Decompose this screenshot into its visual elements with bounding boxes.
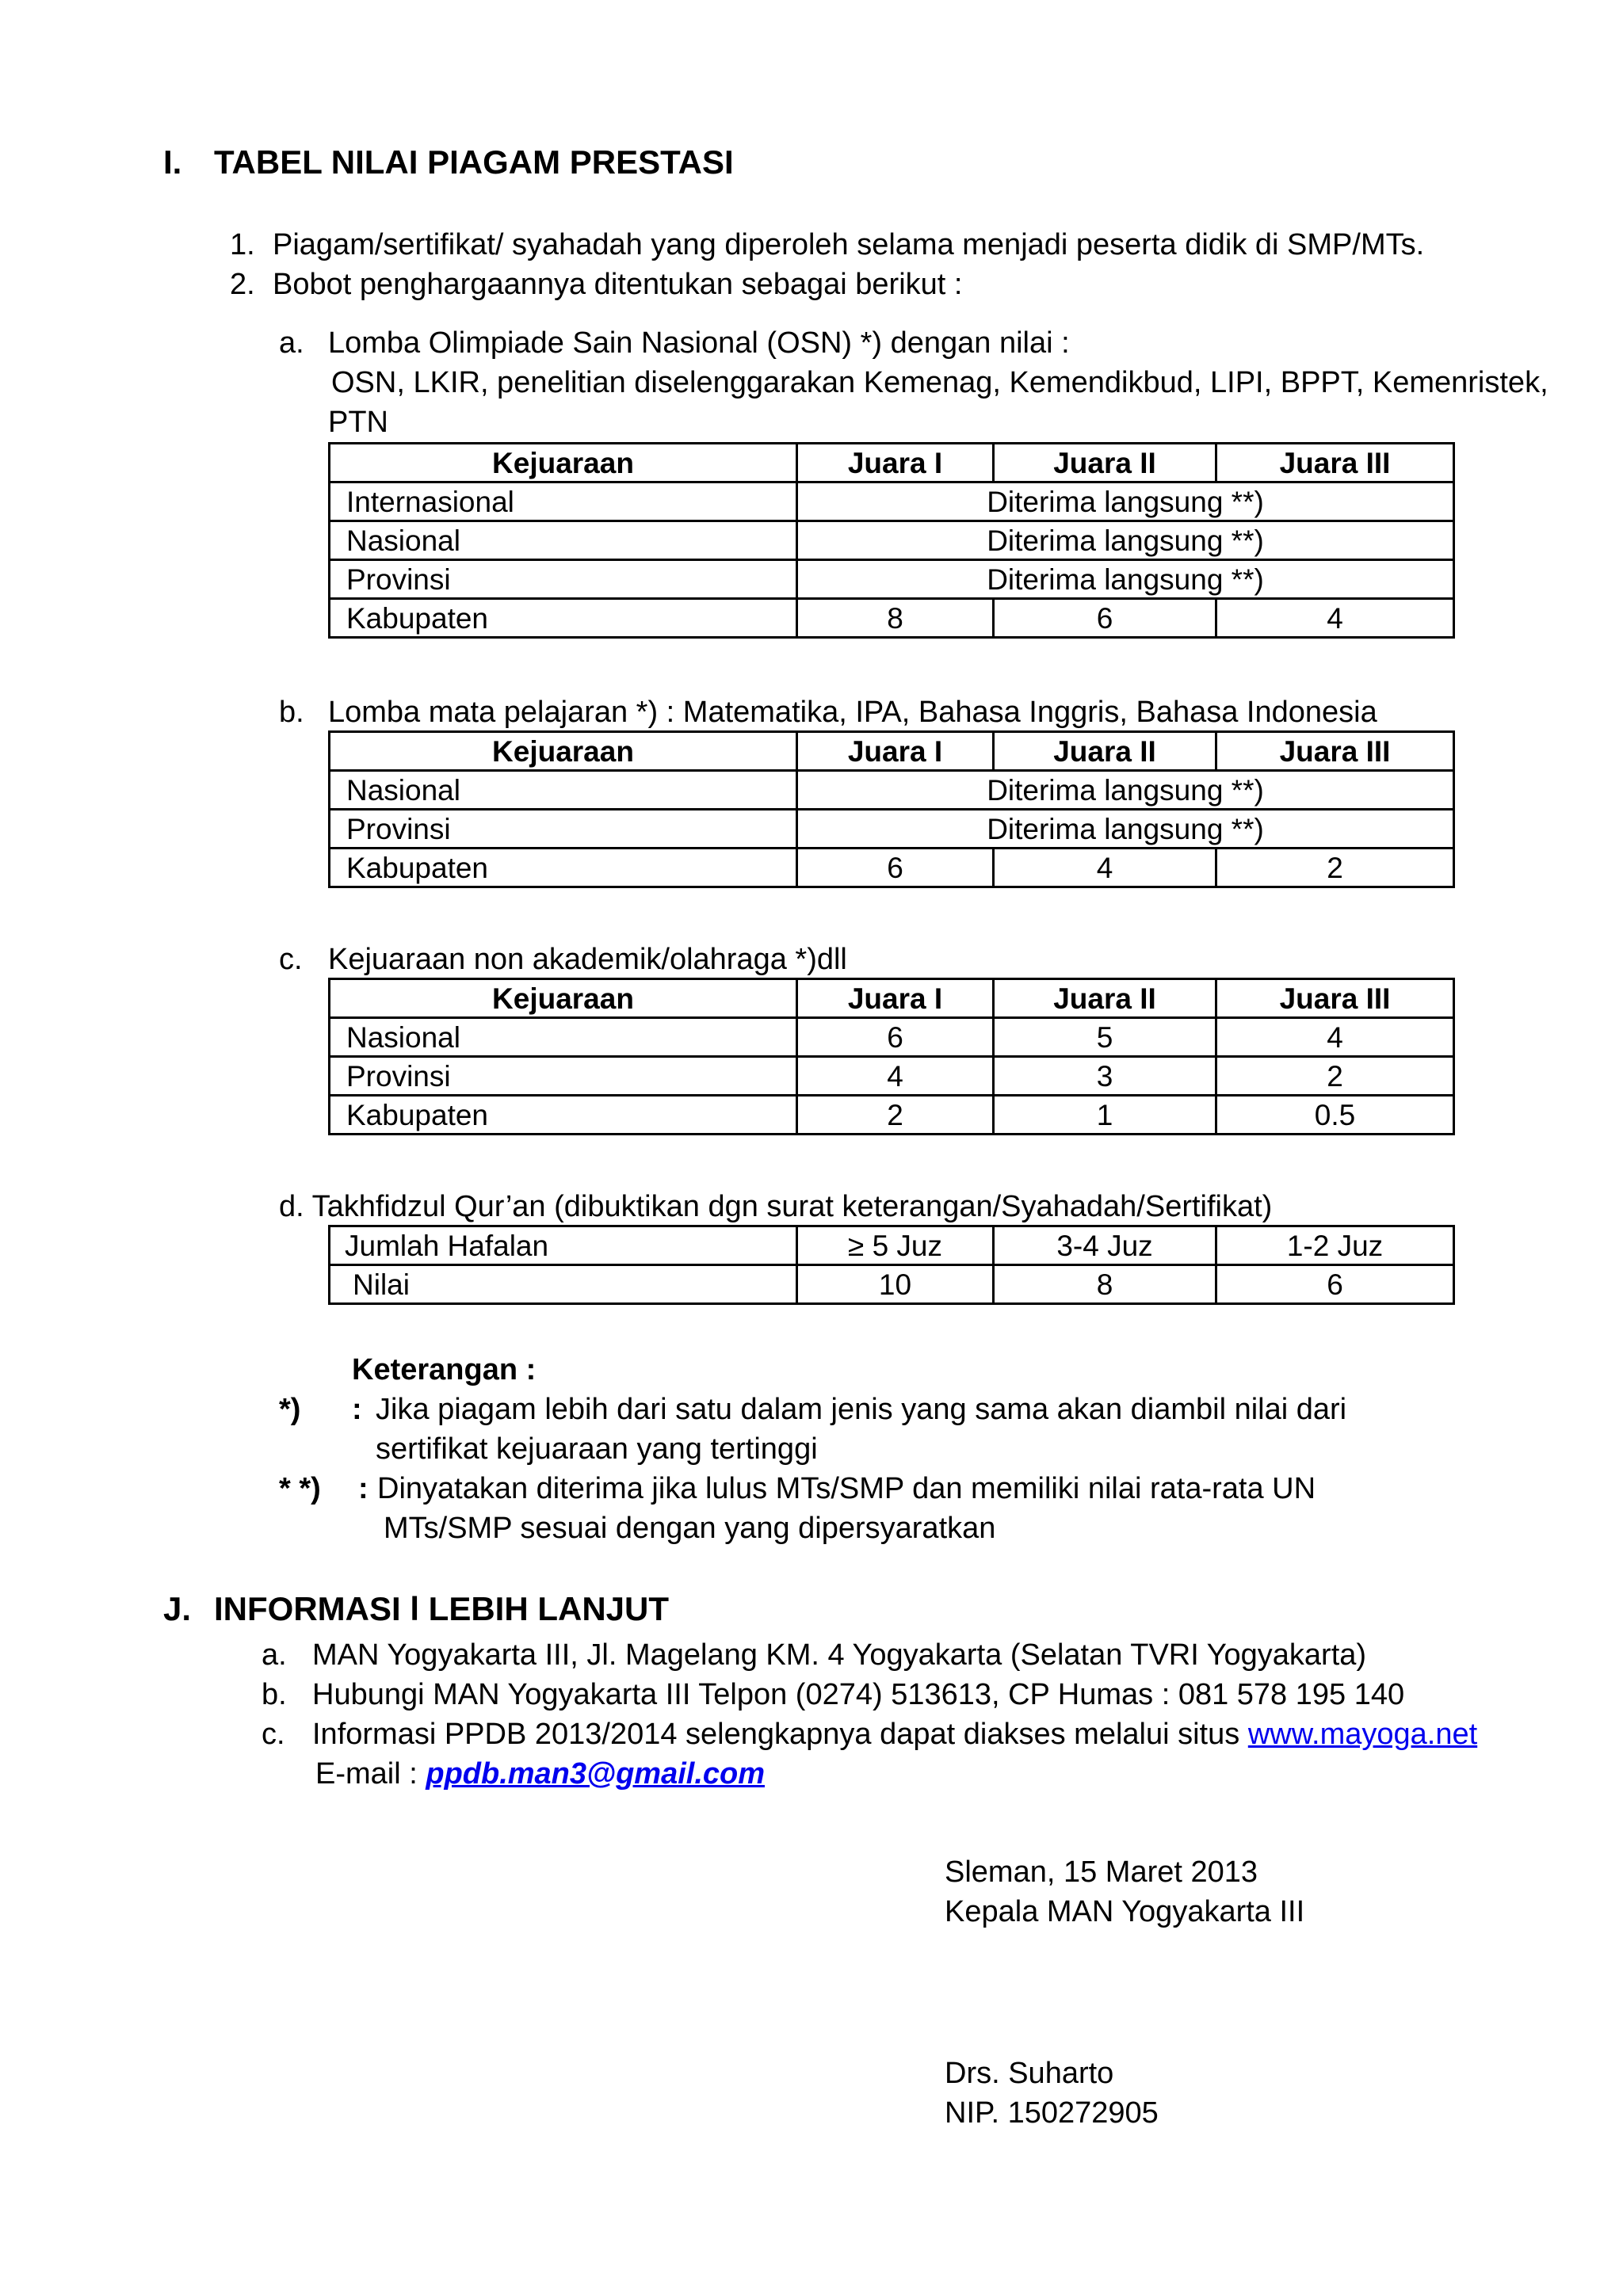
note-2-colon: : bbox=[358, 1472, 369, 1505]
note-2-line2: MTs/SMP sesuai dengan yang dipersyaratkan bbox=[384, 1512, 996, 1545]
website-link[interactable]: www.mayoga.net bbox=[1247, 1718, 1478, 1751]
section-j-marker: J. bbox=[163, 1590, 192, 1627]
row-label: Kabupaten bbox=[330, 849, 797, 887]
row-label: Kabupaten bbox=[330, 1096, 797, 1135]
table-non-akademik bbox=[328, 978, 1455, 1135]
table-hafalan bbox=[328, 1225, 1455, 1305]
sub-c-line1: Kejuaraan non akademik/olahraga *)dll bbox=[328, 943, 847, 976]
table-row bbox=[330, 849, 1454, 887]
cell-juara-1: 6 bbox=[797, 849, 994, 887]
table-row bbox=[330, 482, 1454, 521]
note-1-colon: : bbox=[352, 1393, 362, 1426]
cell-juz-3-4: 3-4 Juz bbox=[994, 1226, 1216, 1265]
table-row bbox=[330, 599, 1454, 638]
signature-place-date: Sleman, 15 Maret 2013 bbox=[945, 1855, 1258, 1889]
row-label: Provinsi bbox=[330, 810, 797, 849]
table-row bbox=[330, 771, 1454, 810]
row-merged-value: Diterima langsung **) bbox=[797, 771, 1454, 810]
table-osn bbox=[328, 442, 1455, 639]
row-label: Nilai bbox=[330, 1265, 797, 1304]
cell-juara-1: 8 bbox=[797, 599, 994, 638]
header-juara-3: Juara III bbox=[1216, 979, 1454, 1018]
note-2-line1: Dinyatakan diterima jika lulus MTs/SMP dan memiliki nilai rata-rata UN bbox=[377, 1472, 1316, 1505]
cell-juara-3: 2 bbox=[1216, 849, 1454, 887]
section-i-marker: I. bbox=[163, 143, 182, 181]
info-a-marker: a. bbox=[262, 1638, 287, 1672]
table-row bbox=[330, 560, 1454, 599]
table-row bbox=[330, 1226, 1454, 1265]
sub-a-line2: OSN, LKIR, penelitian diselenggarakan Kemenag, Kemendikbud, LIPI, BPPT, Kemenristek, bbox=[331, 366, 1549, 399]
table-row bbox=[330, 1265, 1454, 1304]
row-merged-value: Diterima langsung **) bbox=[797, 521, 1454, 560]
item-1-number: 1. bbox=[230, 228, 255, 261]
row-merged-value: Diterima langsung **) bbox=[797, 560, 1454, 599]
row-merged-value: Diterima langsung **) bbox=[797, 810, 1454, 849]
cell-juara-1: 4 bbox=[797, 1057, 994, 1096]
cell-nilai-2: 8 bbox=[994, 1265, 1216, 1304]
sub-d-line1: d. Takhfidzul Qur’an (dibuktikan dgn surat keterangan/Syahadah/Sertifikat) bbox=[279, 1190, 1273, 1223]
signature-name: Drs. Suharto bbox=[945, 2057, 1114, 2090]
signature-position: Kepala MAN Yogyakarta III bbox=[945, 1895, 1305, 1928]
info-b-marker: b. bbox=[262, 1678, 287, 1711]
cell-juara-3: 4 bbox=[1216, 599, 1454, 638]
notes-title: Keterangan : bbox=[352, 1353, 537, 1386]
note-1-line1: Jika piagam lebih dari satu dalam jenis yang sama akan diambil nilai dari bbox=[376, 1393, 1347, 1426]
cell-juz-5: ≥ 5 Juz bbox=[797, 1226, 994, 1265]
row-label: Kabupaten bbox=[330, 599, 797, 638]
section-j-title: INFORMASI l LEBIH LANJUT bbox=[214, 1590, 669, 1627]
table-header-row bbox=[330, 732, 1454, 771]
email-line bbox=[315, 1759, 765, 1789]
table-row bbox=[330, 1096, 1454, 1135]
info-a-text: MAN Yogyakarta III, Jl. Magelang KM. 4 Yogyakarta (Selatan TVRI Yogyakarta) bbox=[312, 1638, 1367, 1672]
header-juara-1: Juara I bbox=[797, 732, 994, 771]
cell-nilai-3: 6 bbox=[1216, 1265, 1454, 1304]
cell-juara-2: 1 bbox=[994, 1096, 1216, 1135]
cell-juara-1: 2 bbox=[797, 1096, 994, 1135]
info-c-marker: c. bbox=[262, 1718, 285, 1751]
cell-juara-3: 2 bbox=[1216, 1057, 1454, 1096]
item-2-number: 2. bbox=[230, 268, 255, 301]
table-row bbox=[330, 810, 1454, 849]
row-label: Internasional bbox=[330, 482, 797, 521]
cell-juara-3: 4 bbox=[1216, 1018, 1454, 1057]
header-kejuaraan: Kejuaraan bbox=[330, 979, 797, 1018]
header-juara-1: Juara I bbox=[797, 444, 994, 482]
table-mata-pelajaran bbox=[328, 730, 1455, 888]
cell-nilai-1: 10 bbox=[797, 1265, 994, 1304]
row-label: Provinsi bbox=[330, 1057, 797, 1096]
table-header-row bbox=[330, 979, 1454, 1018]
cell-juz-1-2: 1-2 Juz bbox=[1216, 1226, 1454, 1265]
section-i-title: TABEL NILAI PIAGAM PRESTASI bbox=[214, 143, 734, 181]
sub-b-marker: b. bbox=[279, 696, 304, 729]
header-juara-1: Juara I bbox=[797, 979, 994, 1018]
note-1-marker: *) bbox=[279, 1393, 301, 1426]
sub-a-line3: PTN bbox=[328, 406, 388, 439]
table-row bbox=[330, 1018, 1454, 1057]
signature-nip: NIP. 150272905 bbox=[945, 2096, 1159, 2130]
row-label: Jumlah Hafalan bbox=[330, 1226, 797, 1265]
info-b-text: Hubungi MAN Yogyakarta III Telpon (0274) 513613, CP Humas : 081 578 195 140 bbox=[312, 1678, 1405, 1711]
info-c-text: Informasi PPDB 2013/2014 selengkapnya dapat diakses melalui situs bbox=[312, 1718, 1248, 1751]
item-1-text: Piagam/sertifikat/ syahadah yang diperoleh selama menjadi peserta didik di SMP/MTs. bbox=[273, 228, 1425, 261]
cell-juara-2: 6 bbox=[994, 599, 1216, 638]
header-juara-3: Juara III bbox=[1216, 444, 1454, 482]
cell-juara-2: 5 bbox=[994, 1018, 1216, 1057]
table-header-row bbox=[330, 444, 1454, 482]
header-kejuaraan: Kejuaraan bbox=[330, 444, 797, 482]
row-merged-value: Diterima langsung **) bbox=[797, 482, 1454, 521]
cell-juara-3: 0.5 bbox=[1216, 1096, 1454, 1135]
email-label: E-mail : bbox=[315, 1757, 426, 1791]
item-2-text: Bobot penghargaannya ditentukan sebagai berikut : bbox=[273, 268, 963, 301]
header-juara-3: Juara III bbox=[1216, 732, 1454, 771]
row-label: Provinsi bbox=[330, 560, 797, 599]
note-1-line2: sertifikat kejuaraan yang tertinggi bbox=[376, 1432, 818, 1466]
table-row bbox=[330, 1057, 1454, 1096]
cell-juara-1: 6 bbox=[797, 1018, 994, 1057]
sub-a-marker: a. bbox=[279, 326, 304, 360]
row-label: Nasional bbox=[330, 521, 797, 560]
header-juara-2: Juara II bbox=[994, 979, 1216, 1018]
sub-b-line1: Lomba mata pelajaran *) : Matematika, IPA, Bahasa Inggris, Bahasa Indonesia bbox=[328, 696, 1377, 729]
email-link[interactable]: ppdb.man3@gmail.com bbox=[426, 1757, 766, 1791]
note-2-marker: * *) bbox=[279, 1472, 321, 1505]
cell-juara-2: 4 bbox=[994, 849, 1216, 887]
sub-a-line1: Lomba Olimpiade Sain Nasional (OSN) *) dengan nilai : bbox=[328, 326, 1070, 360]
info-c-line bbox=[312, 1719, 1477, 1749]
cell-juara-2: 3 bbox=[994, 1057, 1216, 1096]
sub-c-marker: c. bbox=[279, 943, 303, 976]
header-juara-2: Juara II bbox=[994, 444, 1216, 482]
row-label: Nasional bbox=[330, 771, 797, 810]
table-row bbox=[330, 521, 1454, 560]
header-kejuaraan: Kejuaraan bbox=[330, 732, 797, 771]
header-juara-2: Juara II bbox=[994, 732, 1216, 771]
row-label: Nasional bbox=[330, 1018, 797, 1057]
